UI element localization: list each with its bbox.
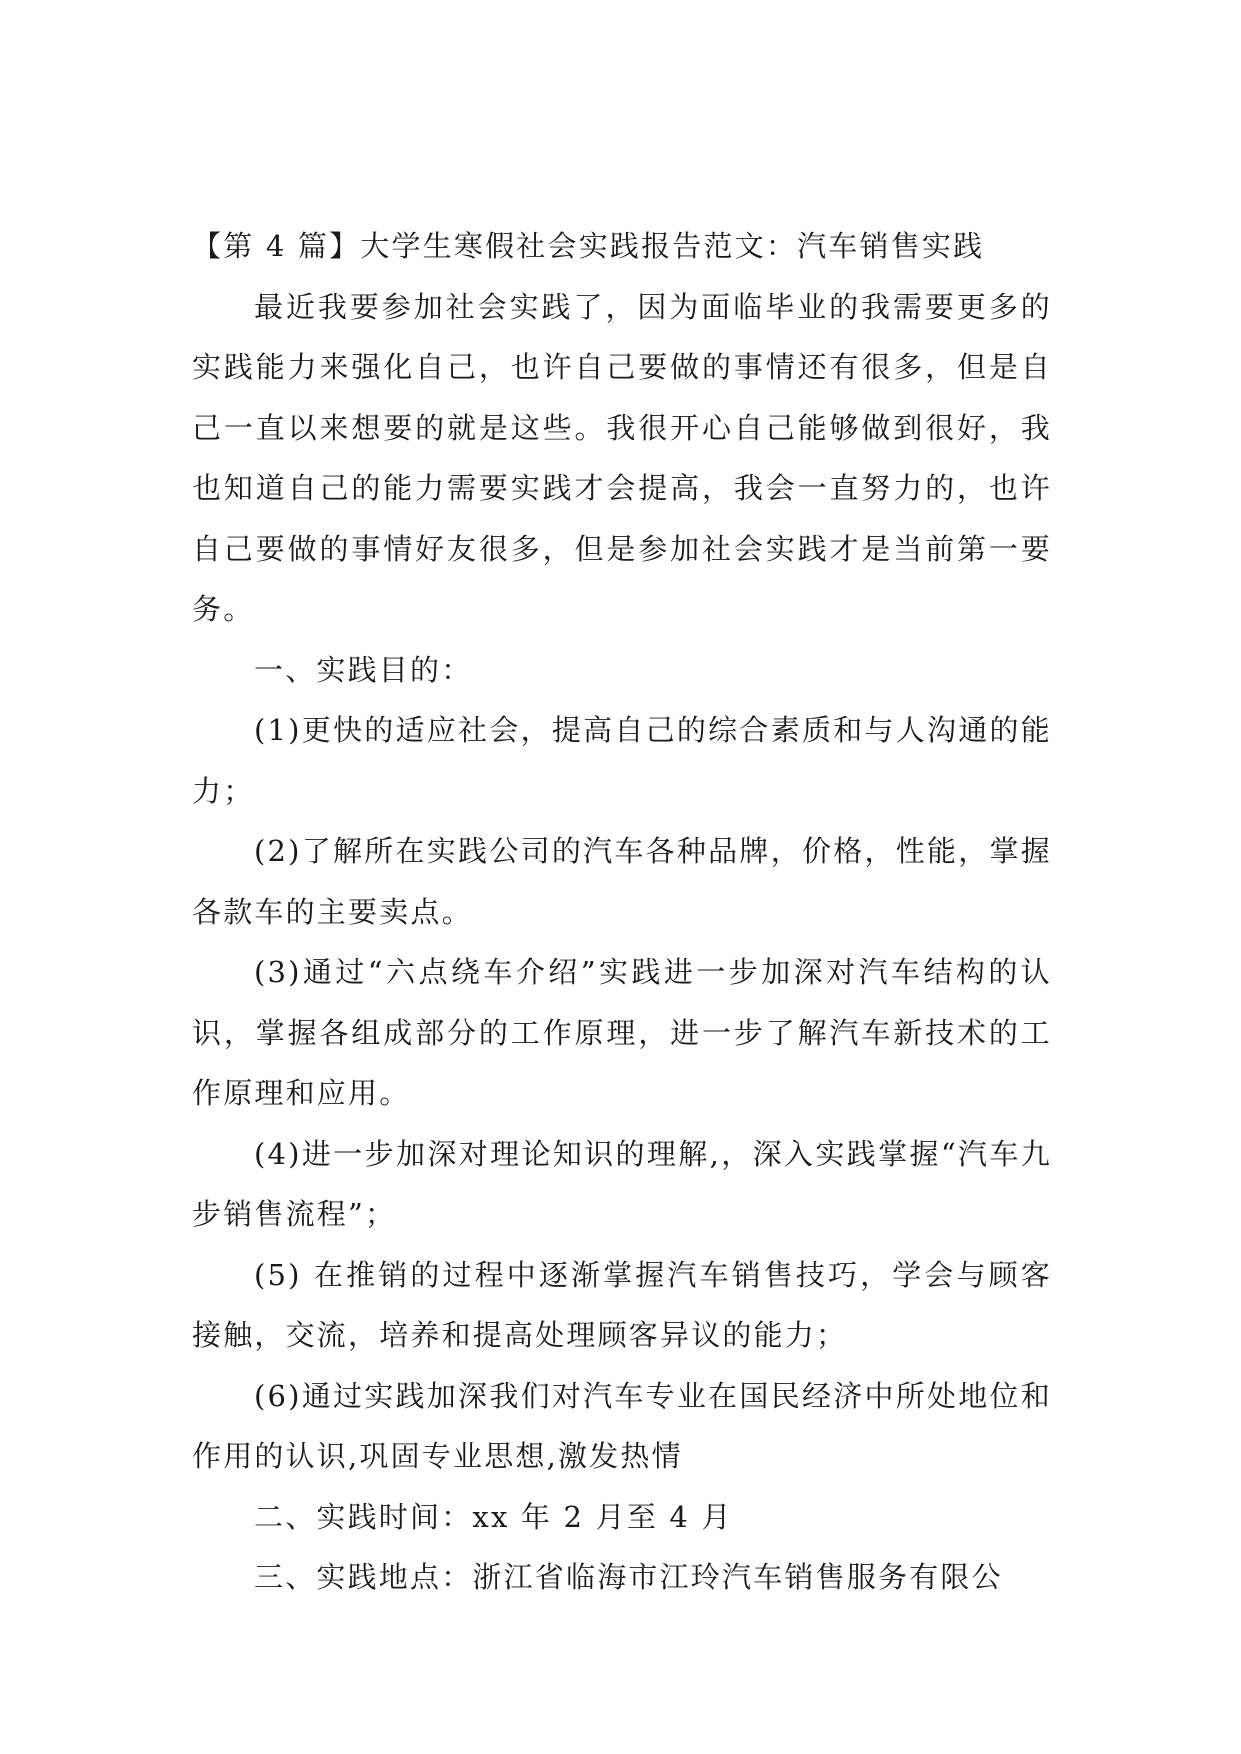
purpose-item-4: (4)进一步加深对理论知识的理解,，深入实践掌握“汽车九步销售流程”； — [192, 1136, 1052, 1231]
purpose-item-2: (2)了解所在实践公司的汽车各种品牌，价格，性能，掌握各款车的主要卖点。 — [192, 834, 1052, 929]
document-title: 【第 4 篇】大学生寒假社会实践报告范文：汽车销售实践 — [192, 229, 985, 263]
purpose-item-3: (3)通过“六点绕车介绍”实践进一步加深对汽车结构的认识，掌握各组成部分的工作原理，进一步了解汽车新技术的工作原理和应用。 — [192, 955, 1052, 1110]
document-body — [192, 216, 1052, 1608]
section-heading-time: 二、实践时间：xx 年 2 月至 4 月 — [254, 1499, 733, 1534]
purpose-item-1: (1)更快的适应社会，提高自己的综合素质和与人沟通的能力； — [192, 713, 1052, 808]
section-heading-location: 三、实践地点：浙江省临海市江玲汽车销售服务有限公 — [254, 1560, 1003, 1594]
section-heading-purpose: 一、实践目的： — [254, 652, 473, 687]
purpose-item-6: (6)通过实践加深我们对汽车专业在国民经济中所处地位和作用的认识,巩固专业思想,激发热情 — [192, 1378, 1052, 1473]
paragraph-intro: 最近我要参加社会实践了，因为面临毕业的我需要更多的实践能力来强化自己，也许自己要做的事情还有很多，但是自己一直以来想要的就是这些。我很开心自己能够做到很好，我也知道自己的能力需要实践才会提高，我会一直努力的，也许自己要做的事情好友很多，但是参加社会实践才是当前第一要务。 — [192, 289, 1052, 626]
purpose-item-5: (5) 在推销的过程中逐渐掌握汽车销售技巧，学会与顾客接触，交流，培养和提高处理顾客异议的能力； — [192, 1257, 1052, 1352]
